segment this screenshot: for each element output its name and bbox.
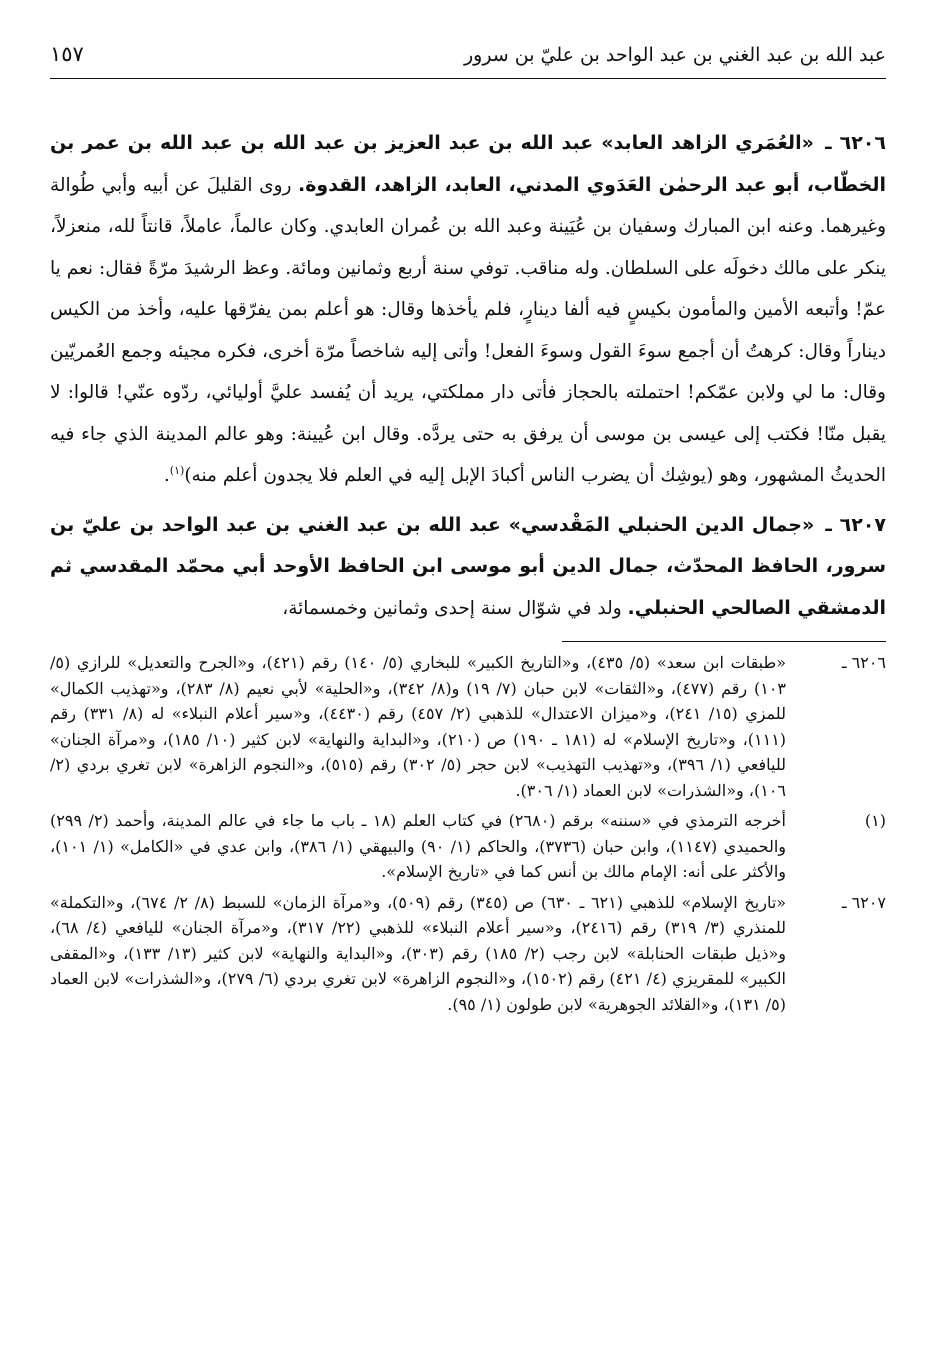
page-header	[50, 38, 886, 79]
footnote-label: ٦٢٠٧ ـ	[841, 892, 886, 912]
entry-name: «جمال الدين الحنبلي المَقْدسي» عبد الله بن عبد الغني بن عبد الواحد بن عليّ بن سرور، الحافظ المحدّث، جمال الدين أبو موسى ابن الحافظ الأوحد أبي محمّد المقدسي ثم الدمشقي الصالحي الحنبلي.	[50, 513, 886, 619]
entry-text: ولد في شوّال سنة إحدى وثمانين وخمسمائة،	[282, 597, 622, 619]
main-text	[50, 123, 886, 629]
footnote-divider	[562, 641, 886, 642]
entry-number: ٦٢٠٦ ـ	[825, 132, 886, 154]
footnote-marker: (١)	[169, 463, 185, 477]
entry-number: ٦٢٠٧ ـ	[825, 513, 886, 536]
running-title: عبد الله بن عبد الغني بن عبد الواحد بن عليّ بن سرور	[463, 44, 886, 66]
page-number: ١٥٧	[50, 42, 84, 66]
footnote-text: أخرجه الترمذي في «سننه» برقم (٢٦٨٠) في كتاب العلم (١٨ ـ باب ما جاء في عالم المدينة، وأحمد (٢/ ٢٩٩) والحميدي (١١٤٧)، وابن حبان (٣٧٣٦)، والحاكم (١/ ٩٠) والبيهقي (١/ ٣٨٦)، وابن عدي في «الكامل» (١/ ١٠١)، والأكثر على أنه: الإمام مالك بن أنس كما في «تاريخ الإسلام».	[50, 811, 786, 881]
footnote	[50, 808, 886, 885]
entry-name: «العُمَري الزاهد العابد» عبد الله بن عبد العزيز بن عبد الله بن عبد الله بن عمر بن الخطّاب، أبو عبد الرحمٰن العَدَوي المدني، العابد، الزاهد، القدوة.	[50, 132, 886, 196]
footnote-label: ٦٢٠٦ ـ	[841, 653, 886, 672]
book-page	[50, 38, 886, 1022]
footnote	[50, 650, 886, 803]
entry-text: روى القليلَ عن أبيه وأبي طُوالة وغيرهما. وعنه ابن المبارك وسفيان بن عُيَينة وعبد الله بن عُمران العابدي. وكان عالماً، عاملاً، قانتاً لله، منعزلاً، ينكر على مالك دخولَه على السلطان. وله مناقب. توفي سنة أربع وثمانين ومائة. وعظ الرشيدَ مرّةً فقال: نعم يا عمّ! وأتبعه الأمين والمأمون بكيسٍ فيه ألفا دينارٍ، فلم يأخذها وقال: هو أعلم بمن يفرّقها عليه، وأخذ من الكيس ديناراً وقال: كرهتُ أن أجمع سوءَ القول وسوءَ الفعل! وأتى إليه شاخصاً مرّة أخرى، فكره مجيئه وجمع العُمريّين وقال: ما لي ولابن عمّكم! احتملته بالحجاز فأتى دار مملكتي، يريد أن يُفسد عليَّ أوليائي، ردّوه عنّي! قالوا: لا يقبل منّا! فكتب إلى عيسى بن موسى أن يرفق به حتى يردَّه. وقال ابن عُيينة: وهو عالم المدينة الذي جاء فيه الحديثُ المشهور، وهو (يوشِك أن يضرب الناس أكبادَ الإبل إليه في العلم فلا يجدون أعلم منه)	[50, 174, 886, 486]
biography-entry	[50, 505, 886, 630]
footnote-text: «تاريخ الإسلام» للذهبي (٦٢١ ـ ٦٣٠) ص (٣٤٥) رقم (٥٠٩)، و«مرآة الزمان» للسبط (٨/ ٢/ ٦٧٤)، و«التكملة» للمنذري (٣/ ٣١٩) رقم (٢٤١٦)، و«سير أعلام النبلاء» للذهبي (٢٢/ ٣١٧)، و«مرآة الجنان» لليافعي (٤/ ٦٨)، و«ذيل طبقات الحنابلة» لابن رجب (٢/ ١٨٥) رقم (٣٠٣)، و«البداية والنهاية» لابن كثير (١٣/ ١٣٣)، و«المقفى الكبير» للمقريزي (٤/ ٤٢١) رقم (١٥٠٢)، و«النجوم الزاهرة» لابن تغري بردي (٦/ ٢٧٩)، و«الشذرات» لابن العماد (٥/ ١٣١)، و«القلائد الجوهرية» لابن طولون (١/ ٩٥).	[50, 892, 787, 1014]
footnote	[50, 890, 886, 1018]
footnote-text: «طبقات ابن سعد» (٥/ ٤٣٥)، و«التاريخ الكبير» للبخاري (٥/ ١٤٠) رقم (٤٢١)، و«الجرح والتعديل» للرازي (٥/ ١٠٣) رقم (٤٧٧)، و«الثقات» لابن حبان (٧/ ١٩) و(٨/ ٣٤٢)، و«الحلية» لأبي نعيم (٨/ ٢٨٣)، و«تهذيب الكمال» للمزي (١٥/ ٢٤١)، و«ميزان الاعتدال» للذهبي (٢/ ٤٥٧) رقم (٤٤٣٠)، و«سير أعلام النبلاء» له (٨/ ٣٣١) رقم (١١١)، و«تاريخ الإسلام» له (١٨١ ـ ١٩٠) ص (٢١٠)، و«البداية والنهاية» لابن كثير (١٠/ ١٨٥)، و«مرآة الجنان» لليافعي (١/ ٣٩٦)، و«تهذيب التهذيب» لابن حجر (٥/ ٣٠٢) رقم (٥١٥)، و«النجوم الزاهرة» لابن تغري بردي (٢/ ١٠٦)، و«الشذرات» لابن العماد (١/ ٣٠٦).	[50, 653, 787, 800]
footnote-label: (١)	[864, 811, 886, 830]
biography-entry: ٦٢٠٦ ـ «العُمَري الزاهد العابد» عبد الله بن عبد العزيز بن عبد الله بن عبد الله بن عمر بن الخطّاب، أبو عبد الرحمٰن العَدَوي المدني، العابد، الزاهد، القدوة. روى القليلَ عن أبيه وأبي طُوالة وغيرهما. وعنه ابن المبارك وسفيان بن عُيَينة وعبد الله بن عُمران العابدي. وكان عالماً، عاملاً، قانتاً لله، منعزلاً، ينكر على مالك دخولَه على السلطان. وله مناقب. توفي سنة أربع وثمانين ومائة. وعظ الرشيدَ مرّةً فقال: نعم يا عمّ! وأتبعه الأمين والمأمون بكيسٍ فيه ألفا دينارٍ، فلم يأخذها وقال: هو أعلم بمن يفرّقها عليه، وأخذ من الكيس ديناراً وقال: كرهتُ أن أجمع سوءَ القول وسوءَ الفعل! وأتى إليه شاخصاً مرّة أخرى، فكره مجيئه وجمع العُمريّين وقال: ما لي ولابن عمّكم! احتملته بالحجاز فأتى دار مملكتي، يريد أن يُفسد عليَّ أوليائي، ردّوه عنّي! قالوا: لا يقبل منّا! فكتب إلى عيسى بن موسى أن يرفق به حتى يردَّه. وقال ابن عُيينة: وهو عالم المدينة الذي جاء فيه الحديثُ المشهور، وهو (يوشِك أن يضرب الناس أكبادَ الإبل إليه في العلم فلا يجدون أعلم منه)$^{(١)}$.	[50, 132, 886, 486]
footnotes	[50, 650, 886, 1017]
